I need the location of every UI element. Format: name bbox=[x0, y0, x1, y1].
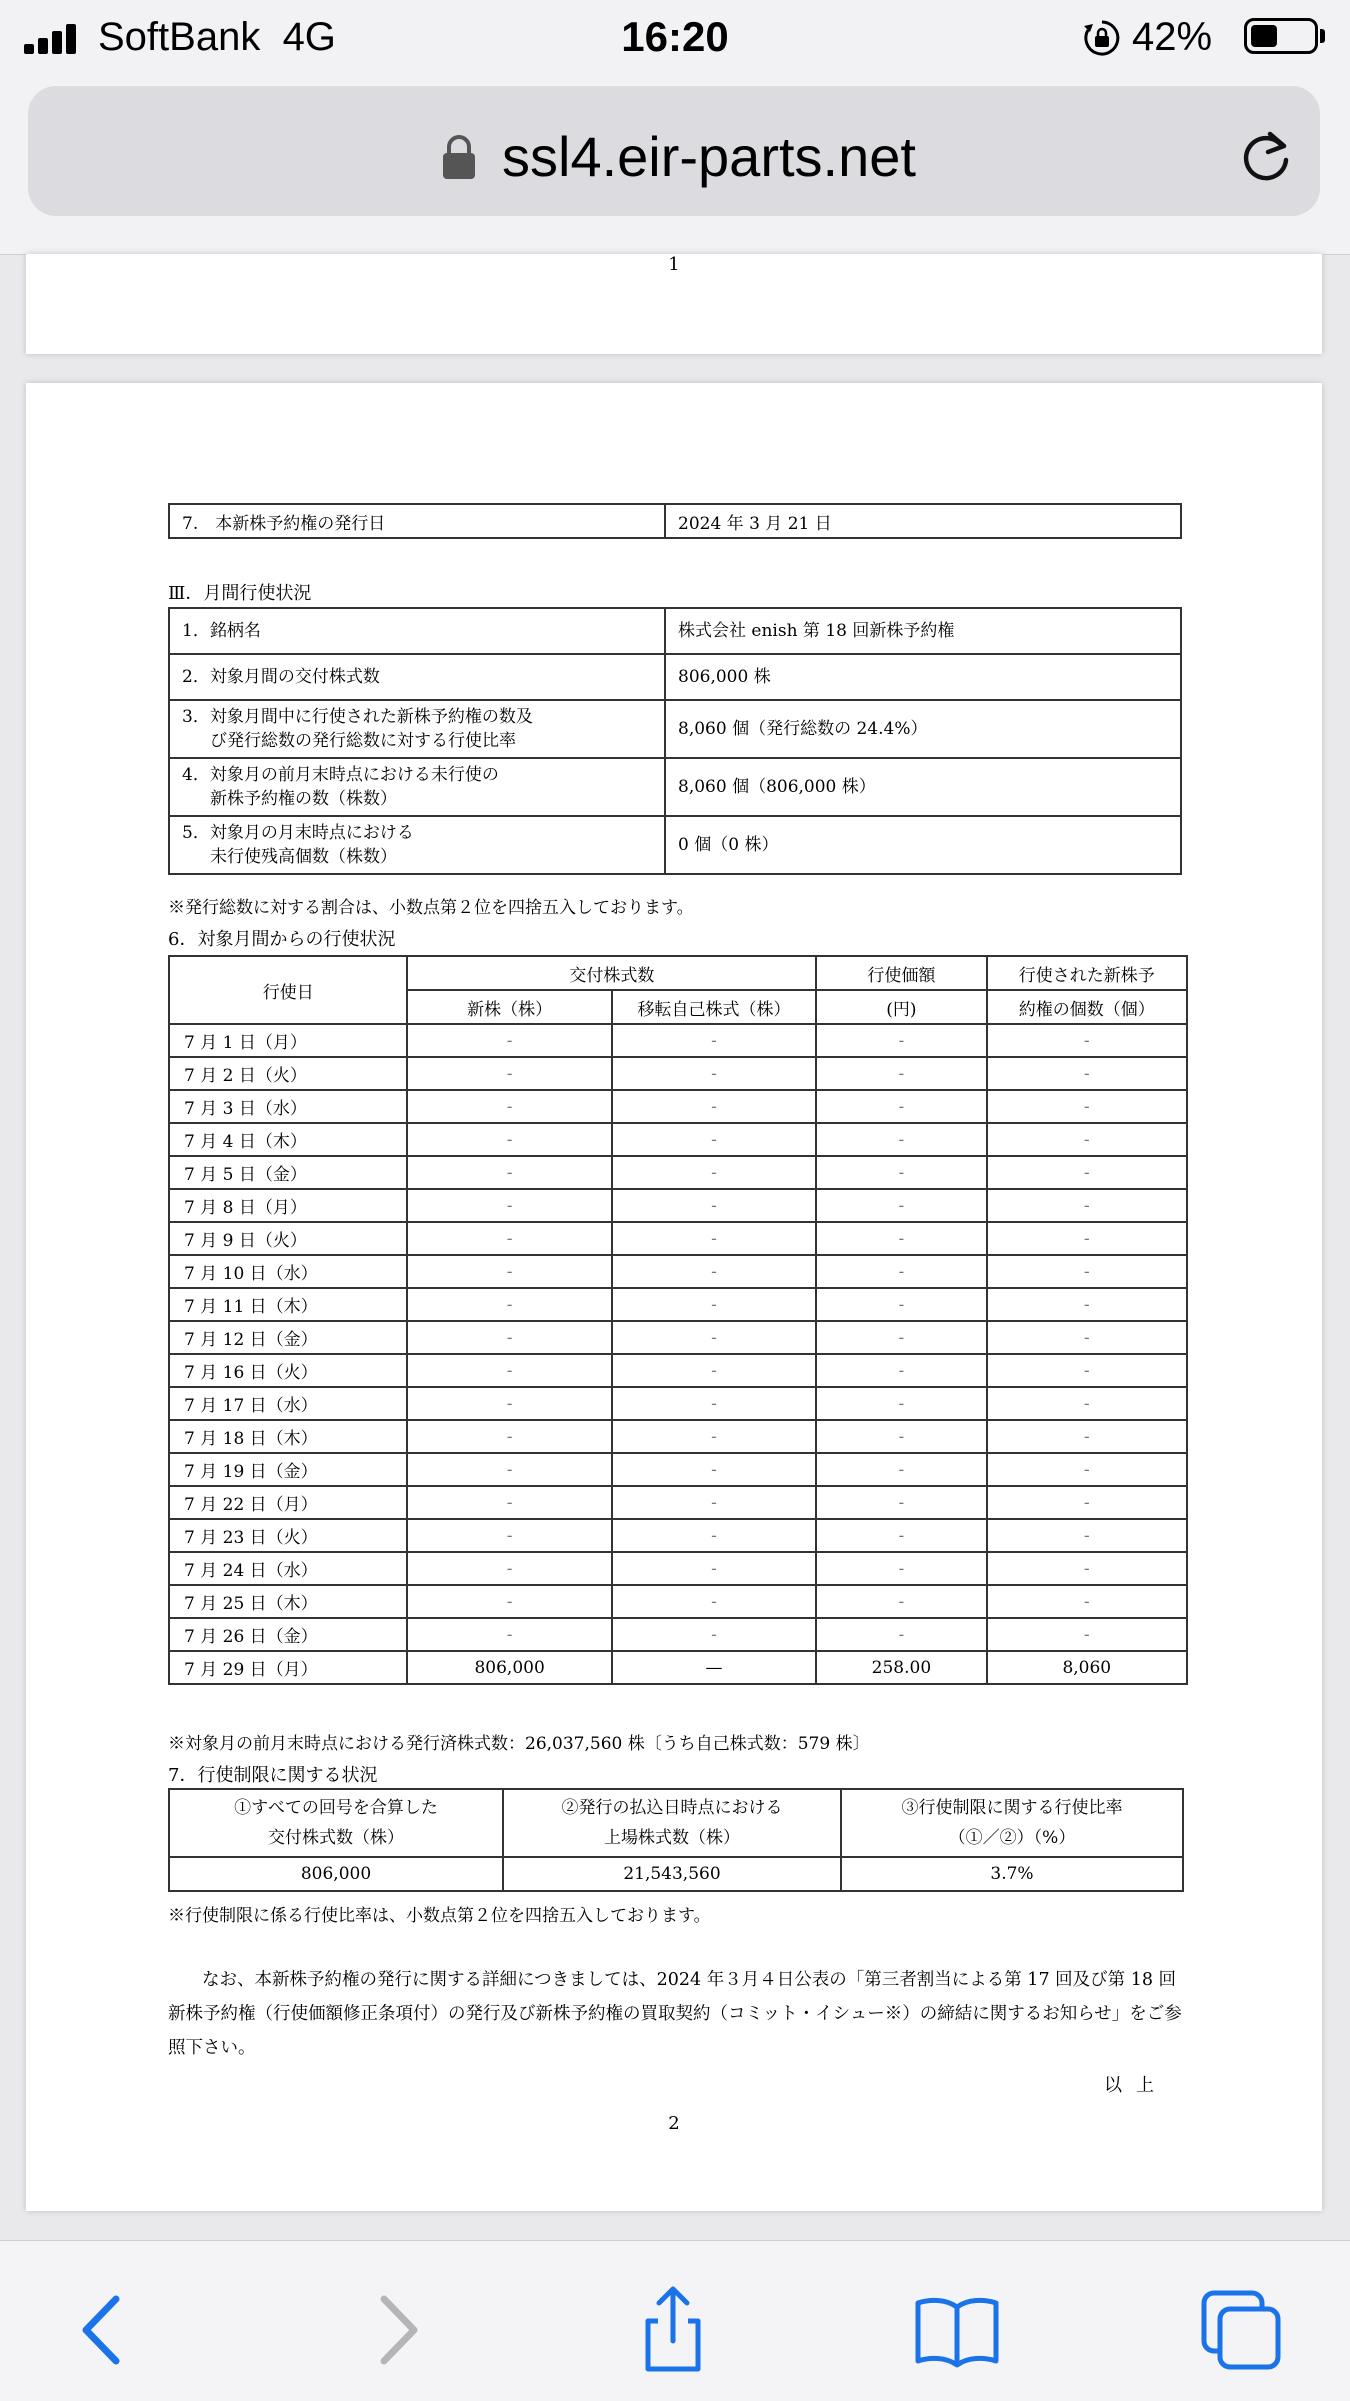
treasury-shares-cell: - bbox=[612, 1354, 816, 1387]
table-row bbox=[169, 654, 1181, 700]
treasury-shares-cell: - bbox=[612, 1222, 816, 1255]
row-label: 4．対象月の前月末時点における未行使の 新株予約権の数（株数） bbox=[169, 758, 665, 816]
treasury-shares-cell: - bbox=[612, 1585, 816, 1618]
table-row bbox=[169, 1057, 1187, 1090]
exercise-price-cell: - bbox=[816, 1552, 986, 1585]
exercise-price-cell: - bbox=[816, 1354, 986, 1387]
exercise-price-cell: - bbox=[816, 1288, 986, 1321]
exercise-date-cell: 7 月 3 日（水） bbox=[169, 1090, 407, 1123]
header-delivered: 交付株式数 bbox=[407, 956, 816, 990]
new-shares-cell: - bbox=[407, 1123, 611, 1156]
table-row bbox=[169, 1156, 1187, 1189]
header-treasury: 移転自己株式（株） bbox=[612, 990, 816, 1024]
closing-paragraph: なお、本新株予約権の発行に関する詳細につきましては、2024 年３月４日公表の「第三者割当による第 17 回及び第 18 回新株予約権（行使価額修正条項付）の発行及び新株予約権の買取契約（コミット・イシュー※）の締結に関するお知らせ」をご参照下さい。 bbox=[168, 1970, 1182, 2058]
new-shares-cell: 806,000 bbox=[407, 1651, 611, 1684]
treasury-shares-cell: - bbox=[612, 1090, 816, 1123]
row-value: 株式会社 enish 第 18 回新株予約権 bbox=[665, 608, 1181, 654]
exercise-price-cell: - bbox=[816, 1486, 986, 1519]
note-limit: ※行使制限に係る行使比率は、小数点第２位を四捨五入しております。 bbox=[168, 1906, 711, 1926]
new-shares-cell: - bbox=[407, 1585, 611, 1618]
treasury-shares-cell: - bbox=[612, 1057, 816, 1090]
battery-icon bbox=[1244, 18, 1318, 54]
treasury-shares-cell: - bbox=[612, 1387, 816, 1420]
row-label: 5．対象月の月末時点における 未行使残高個数（株数） bbox=[169, 816, 665, 874]
exercise-price-cell: - bbox=[816, 1123, 986, 1156]
table-row bbox=[169, 1420, 1187, 1453]
table-row bbox=[169, 1387, 1187, 1420]
exercise-date-cell: 7 月 17 日（水） bbox=[169, 1387, 407, 1420]
exercise-price-cell: 258.00 bbox=[816, 1651, 986, 1684]
exercise-price-cell: - bbox=[816, 1321, 986, 1354]
table-row bbox=[169, 1090, 1187, 1123]
url-text: ssl4.eir-parts.net bbox=[502, 125, 916, 188]
exercise-price-cell: - bbox=[816, 1453, 986, 1486]
rights-count-cell: - bbox=[987, 1321, 1187, 1354]
table-row bbox=[169, 1222, 1187, 1255]
table-row bbox=[169, 700, 1181, 758]
rights-count-cell: - bbox=[987, 1387, 1187, 1420]
exercise-price-cell: - bbox=[816, 1024, 986, 1057]
new-shares-cell: - bbox=[407, 1024, 611, 1057]
exercise-date-cell: 7 月 29 日（月） bbox=[169, 1651, 407, 1684]
note-ratio: ※発行総数に対する割合は、小数点第２位を四捨五入しております。 bbox=[168, 898, 694, 918]
rights-count-cell: - bbox=[987, 1156, 1187, 1189]
new-shares-cell: - bbox=[407, 1420, 611, 1453]
exercise-price-cell: - bbox=[816, 1255, 986, 1288]
row-value: 8,060 個（806,000 株） bbox=[665, 758, 1181, 816]
exercise-date-cell: 7 月 23 日（火） bbox=[169, 1519, 407, 1552]
limit-header-3: ③行使制限に関する行使比率 （①／②）（%） bbox=[841, 1789, 1183, 1857]
row-value: 806,000 株 bbox=[665, 654, 1181, 700]
new-shares-cell: - bbox=[407, 1321, 611, 1354]
rights-count-cell: - bbox=[987, 1189, 1187, 1222]
rights-count-cell: - bbox=[987, 1090, 1187, 1123]
reload-icon[interactable] bbox=[1236, 126, 1298, 188]
new-shares-cell: - bbox=[407, 1057, 611, 1090]
new-shares-cell: - bbox=[407, 1486, 611, 1519]
exercise-body bbox=[169, 1024, 1187, 1684]
exercise-price-cell: - bbox=[816, 1090, 986, 1123]
header-rights: 行使された新株予 bbox=[987, 956, 1187, 990]
note-outstanding: ※対象月の前月末時点における発行済株式数：26,037,560 株〔うち自己株式数：579 株〕 bbox=[168, 1734, 870, 1754]
rights-count-cell: - bbox=[987, 1354, 1187, 1387]
tabs-icon[interactable] bbox=[1196, 2285, 1286, 2375]
exercise-date-cell: 7 月 8 日（月） bbox=[169, 1189, 407, 1222]
battery-tip bbox=[1320, 29, 1325, 43]
section-title-monthly: Ⅲ．月間行使状況 bbox=[168, 583, 312, 604]
forward-icon[interactable] bbox=[350, 2285, 440, 2375]
orientation-lock-icon bbox=[1082, 18, 1122, 58]
treasury-shares-cell: — bbox=[612, 1651, 816, 1684]
table-row bbox=[169, 1486, 1187, 1519]
rights-count-cell: - bbox=[987, 1123, 1187, 1156]
new-shares-cell: - bbox=[407, 1519, 611, 1552]
header-date: 行使日 bbox=[169, 956, 407, 1024]
status-bar bbox=[0, 0, 1350, 76]
treasury-shares-cell: - bbox=[612, 1156, 816, 1189]
issue-date-value: 2024 年 3 月 21 日 bbox=[665, 504, 1181, 538]
table-row bbox=[169, 1255, 1187, 1288]
rights-count-cell: - bbox=[987, 1519, 1187, 1552]
clock: 16:20 bbox=[621, 13, 729, 60]
exercise-price-cell: - bbox=[816, 1618, 986, 1651]
new-shares-cell: - bbox=[407, 1552, 611, 1585]
header-price: 行使価額 bbox=[816, 956, 986, 990]
exercise-price-cell: - bbox=[816, 1156, 986, 1189]
table-row bbox=[169, 1354, 1187, 1387]
table-row bbox=[169, 1585, 1187, 1618]
browser-toolbar bbox=[0, 2240, 1350, 2401]
exercise-date-cell: 7 月 24 日（水） bbox=[169, 1552, 407, 1585]
share-icon[interactable] bbox=[628, 2285, 718, 2375]
table-row bbox=[169, 1552, 1187, 1585]
treasury-shares-cell: - bbox=[612, 1321, 816, 1354]
exercise-date-cell: 7 月 2 日（火） bbox=[169, 1057, 407, 1090]
row-value: 0 個（0 株） bbox=[665, 816, 1181, 874]
page-number: 2 bbox=[668, 2113, 680, 2134]
exercise-date-cell: 7 月 5 日（金） bbox=[169, 1156, 407, 1189]
table-row bbox=[169, 1651, 1187, 1684]
address-bar[interactable] bbox=[28, 86, 1320, 216]
table-row bbox=[169, 608, 1181, 654]
exercise-date-cell: 7 月 12 日（金） bbox=[169, 1321, 407, 1354]
rights-count-cell: - bbox=[987, 1024, 1187, 1057]
limit-header-1: ①すべての回号を合算した 交付株式数（株） bbox=[169, 1789, 503, 1857]
header-price-unit: (円) bbox=[816, 990, 986, 1024]
monthly-status-table bbox=[168, 607, 1182, 875]
new-shares-cell: - bbox=[407, 1156, 611, 1189]
new-shares-cell: - bbox=[407, 1222, 611, 1255]
limit-table bbox=[168, 1788, 1184, 1892]
browser-address-area bbox=[0, 76, 1350, 255]
exercise-price-cell: - bbox=[816, 1057, 986, 1090]
header-new-shares: 新株（株） bbox=[407, 990, 611, 1024]
exercise-date-cell: 7 月 11 日（木） bbox=[169, 1288, 407, 1321]
rights-count-cell: - bbox=[987, 1222, 1187, 1255]
section-title-limit: 7．行使制限に関する状況 bbox=[168, 1765, 378, 1786]
row-label: 2．対象月間の交付株式数 bbox=[169, 654, 665, 700]
rights-count-cell: - bbox=[987, 1255, 1187, 1288]
back-icon[interactable] bbox=[60, 2285, 150, 2375]
table-row bbox=[169, 1321, 1187, 1354]
treasury-shares-cell: - bbox=[612, 1486, 816, 1519]
new-shares-cell: - bbox=[407, 1453, 611, 1486]
pdf-page-2 bbox=[26, 383, 1322, 2211]
table-row bbox=[169, 1024, 1187, 1057]
limit-value-3: 3.7% bbox=[841, 1857, 1183, 1891]
issue-date-label: 7. 本新株予約権の発行日 bbox=[169, 504, 665, 538]
new-shares-cell: - bbox=[407, 1189, 611, 1222]
issue-date-table bbox=[168, 503, 1182, 539]
battery-percent: 42% bbox=[1132, 15, 1213, 59]
exercise-price-cell: - bbox=[816, 1420, 986, 1453]
new-shares-cell: - bbox=[407, 1354, 611, 1387]
row-value: 8,060 個（発行総数の 24.4%） bbox=[665, 700, 1181, 758]
table-row bbox=[169, 1453, 1187, 1486]
exercise-price-cell: - bbox=[816, 1222, 986, 1255]
rights-count-cell: - bbox=[987, 1057, 1187, 1090]
table-row bbox=[169, 1189, 1187, 1222]
rights-count-cell: - bbox=[987, 1585, 1187, 1618]
new-shares-cell: - bbox=[407, 1255, 611, 1288]
treasury-shares-cell: - bbox=[612, 1552, 816, 1585]
rights-count-cell: - bbox=[987, 1288, 1187, 1321]
row-label: 1．銘柄名 bbox=[169, 608, 665, 654]
table-row bbox=[169, 1288, 1187, 1321]
rights-count-cell: - bbox=[987, 1420, 1187, 1453]
treasury-shares-cell: - bbox=[612, 1519, 816, 1552]
treasury-shares-cell: - bbox=[612, 1255, 816, 1288]
new-shares-cell: - bbox=[407, 1288, 611, 1321]
rights-count-cell: - bbox=[987, 1486, 1187, 1519]
exercise-price-cell: - bbox=[816, 1387, 986, 1420]
limit-value-1: 806,000 bbox=[169, 1857, 503, 1891]
new-shares-cell: - bbox=[407, 1618, 611, 1651]
table-row bbox=[169, 758, 1181, 816]
exercise-date-cell: 7 月 10 日（水） bbox=[169, 1255, 407, 1288]
exercise-price-cell: - bbox=[816, 1585, 986, 1618]
table-row bbox=[169, 1519, 1187, 1552]
exercise-price-cell: - bbox=[816, 1519, 986, 1552]
table-row bbox=[169, 1123, 1187, 1156]
exercise-date-cell: 7 月 18 日（木） bbox=[169, 1420, 407, 1453]
network-type: 4G bbox=[282, 15, 336, 59]
row-label: 3．対象月間中に行使された新株予約権の数及 び発行総数の発行総数に対する行使比率 bbox=[169, 700, 665, 758]
section-title-exercise: 6．対象月間からの行使状況 bbox=[168, 929, 396, 950]
exercise-date-cell: 7 月 22 日（月） bbox=[169, 1486, 407, 1519]
treasury-shares-cell: - bbox=[612, 1024, 816, 1057]
bookmarks-icon[interactable] bbox=[912, 2285, 1002, 2375]
rights-count-cell: - bbox=[987, 1552, 1187, 1585]
treasury-shares-cell: - bbox=[612, 1288, 816, 1321]
exercise-date-cell: 7 月 25 日（木） bbox=[169, 1585, 407, 1618]
table-row bbox=[169, 1618, 1187, 1651]
limit-header-2: ②発行の払込日時点における 上場株式数（株） bbox=[503, 1789, 841, 1857]
treasury-shares-cell: - bbox=[612, 1189, 816, 1222]
exercise-table bbox=[168, 955, 1188, 1685]
lock-icon bbox=[440, 134, 478, 180]
treasury-shares-cell: - bbox=[612, 1123, 816, 1156]
treasury-shares-cell: - bbox=[612, 1420, 816, 1453]
exercise-date-cell: 7 月 26 日（金） bbox=[169, 1618, 407, 1651]
exercise-date-cell: 7 月 9 日（火） bbox=[169, 1222, 407, 1255]
header-rights-line2: 約権の個数（個） bbox=[987, 990, 1187, 1024]
new-shares-cell: - bbox=[407, 1090, 611, 1123]
rights-count-cell: - bbox=[987, 1618, 1187, 1651]
rights-count-cell: 8,060 bbox=[987, 1651, 1187, 1684]
exercise-date-cell: 7 月 4 日（木） bbox=[169, 1123, 407, 1156]
pdf-page-1 bbox=[26, 254, 1322, 354]
rights-count-cell: - bbox=[987, 1453, 1187, 1486]
treasury-shares-cell: - bbox=[612, 1453, 816, 1486]
closing-mark: 以上 bbox=[1104, 2075, 1168, 2096]
exercise-date-cell: 7 月 16 日（火） bbox=[169, 1354, 407, 1387]
page-number: 1 bbox=[668, 254, 680, 275]
new-shares-cell: - bbox=[407, 1387, 611, 1420]
exercise-date-cell: 7 月 19 日（金） bbox=[169, 1453, 407, 1486]
exercise-price-cell: - bbox=[816, 1189, 986, 1222]
treasury-shares-cell: - bbox=[612, 1618, 816, 1651]
limit-value-2: 21,543,560 bbox=[503, 1857, 841, 1891]
table-row bbox=[169, 816, 1181, 874]
exercise-date-cell: 7 月 1 日（月） bbox=[169, 1024, 407, 1057]
carrier-label: SoftBank 4G bbox=[98, 15, 336, 59]
